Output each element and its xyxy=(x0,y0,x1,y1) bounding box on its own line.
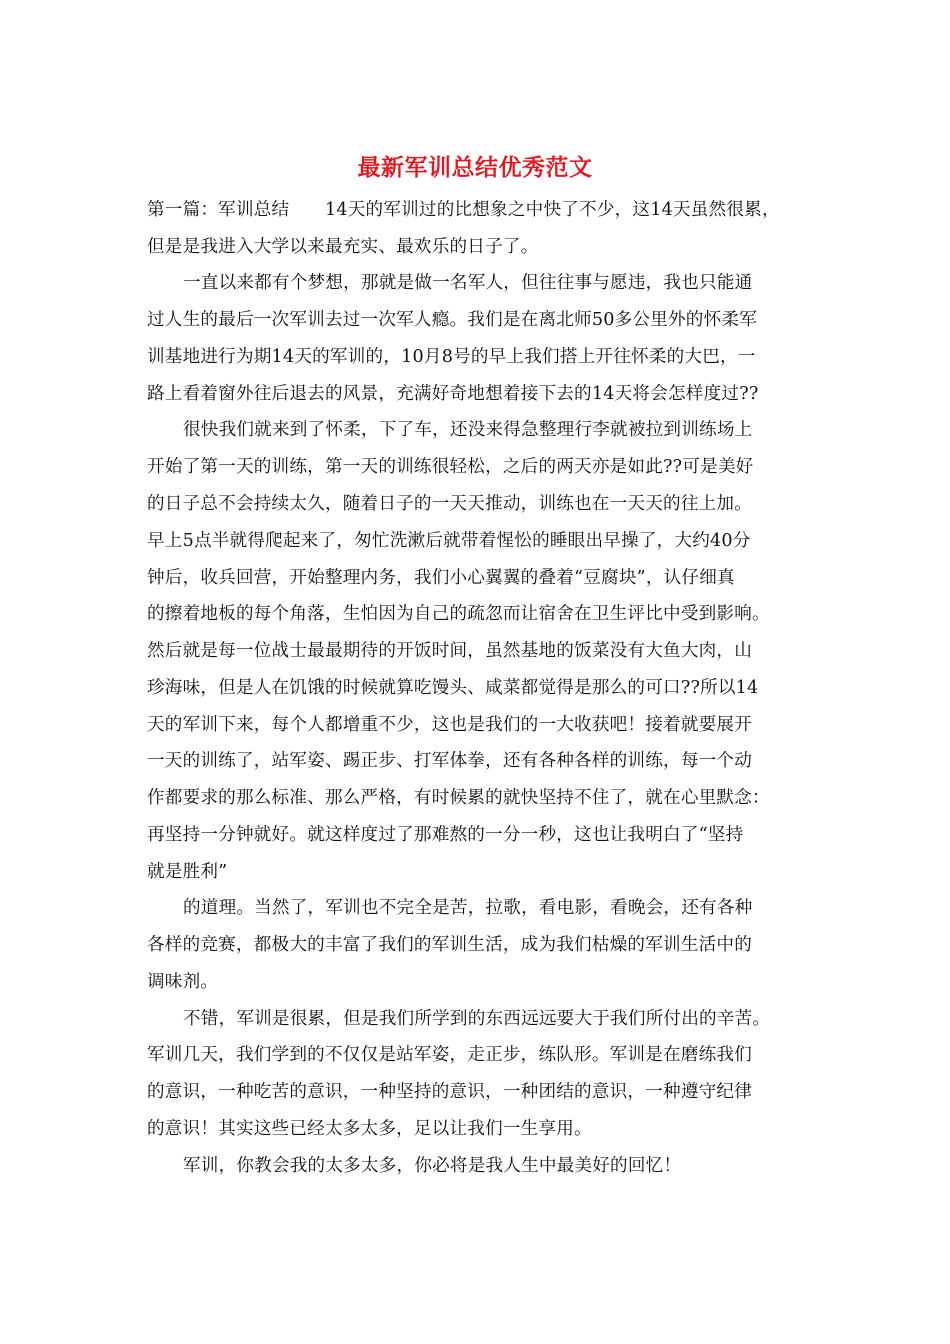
text-line: 一直以来都有个梦想，那就是做一名军人，但往往事与愿违，我也只能通 xyxy=(183,273,753,293)
text-line: 训基地进行为期14天的军训的，10月8号的早上我们搭上开往怀柔的大巴，一 xyxy=(147,347,756,367)
text-line: 珍海味，但是人在饥饿的时候就算吃馒头、咸菜都觉得是那么的可口??所以14 xyxy=(147,678,759,698)
text-line: 过人生的最后一次军训去过一次军人瘾。我们是在离北师50多公里外的怀柔军 xyxy=(147,310,757,330)
text-line: 很快我们就来到了怀柔，下了车，还没来得急整理行李就被拉到训练场上 xyxy=(183,420,753,440)
text-line: 天的军训下来，每个人都增重不少，这也是我们的一大收获吧！接着就要展开 xyxy=(147,715,752,735)
text-line: 钟后，收兵回营，开始整理内务，我们小心翼翼的叠着“豆腐块”，认仔细真 xyxy=(147,568,735,588)
text-line: 第一篇：军训总结 14天的军训过的比想象之中快了不少，这14天虽然很累， xyxy=(147,200,780,220)
text-line: 的意识，一种吃苦的意识，一种坚持的意识，一种团结的意识，一种遵守纪律 xyxy=(147,1082,752,1102)
text-line: 一天的训练了，站军姿、踢正步、打军体拳，还有各种各样的训练，每一个动 xyxy=(147,751,752,771)
text-line: 不错，军训是很累，但是我们所学到的东西远远要大于我们所付出的辛苦。 xyxy=(183,1009,771,1029)
text-line: 然后就是每一位战士最最期待的开饭时间，虽然基地的饭菜没有大鱼大肉，山 xyxy=(147,641,752,661)
text-line: 再坚持一分钟就好。就这样度过了那难熬的一分一秒，这也让我明白了“坚持 xyxy=(147,825,744,845)
text-line: 的意识！其实这些已经太多太多，足以让我们一生享用。 xyxy=(147,1119,592,1139)
text-line: 军训，你教会我的太多太多，你必将是我人生中最美好的回忆！ xyxy=(183,1156,682,1176)
text-line: 但是是我进入大学以来最充实、最欢乐的日子了。 xyxy=(147,237,539,257)
document-title: 最新军训总结优秀范文 xyxy=(357,154,593,181)
text-line: 的擦着地板的每个角落，生怕因为自己的疏忽而让宿舍在卫生评比中受到影响。 xyxy=(147,604,770,624)
text-line: 路上看着窗外往后退去的风景，充满好奇地想着接下去的14天将会怎样度过?? xyxy=(147,384,759,404)
text-line: 各样的竞赛，都极大的丰富了我们的军训生活，成为我们枯燥的军训生活中的 xyxy=(147,935,752,955)
text-line: 开始了第一天的训练，第一天的训练很轻松，之后的两天亦是如此??可是美好 xyxy=(147,457,754,477)
text-line: 军训几天，我们学到的不仅仅是站军姿，走正步，练队形。军训是在磨练我们 xyxy=(147,1045,752,1065)
text-line: 的道理。当然了，军训也不完全是苦，拉歌，看电影，看晚会，还有各种 xyxy=(183,898,753,918)
text-line: 就是胜利” xyxy=(147,862,228,882)
text-line: 早上5点半就得爬起来了，匆忙洗漱后就带着惺忪的睡眼出早操了，大约40分 xyxy=(147,531,751,551)
text-line: 作都要求的那么标准、那么严格，有时候累的就快坚持不住了，就在心里默念： xyxy=(147,788,770,808)
text-line: 调味剂。 xyxy=(147,972,219,992)
text-line: 的日子总不会持续太久，随着日子的一天天推动，训练也在一天天的往上加。 xyxy=(147,494,752,514)
